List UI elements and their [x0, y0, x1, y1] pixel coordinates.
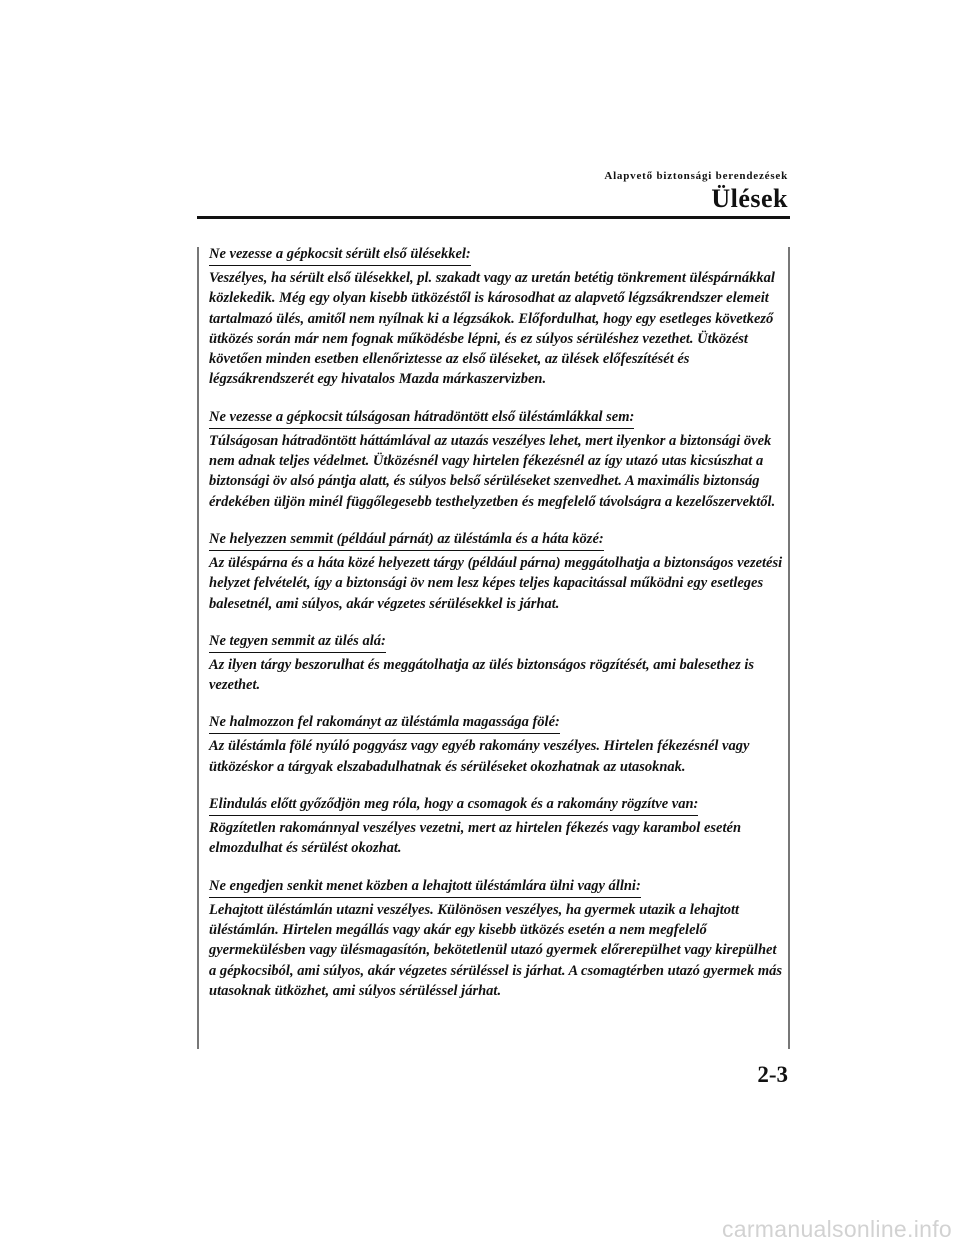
warning-section [209, 407, 784, 512]
section-subtitle: Alapvető biztonsági berendezések [604, 170, 788, 182]
warning-heading: Ne helyezzen semmit (például párnát) az üléstámla és a háta közé: [209, 529, 604, 551]
warning-heading: Ne vezesse a gépkocsit túlságosan hátradöntött első üléstámlákkal sem: [209, 407, 634, 429]
warning-section [209, 876, 784, 1001]
warning-text: Az ilyen tárgy beszorulhat és meggátolhatja az ülés biztonságos rögzítését, ami balesethez is vezethet. [209, 656, 755, 694]
warning-text: Rögzítetlen rakománnyal veszélyes vezetni, mert az hirtelen fékezés vagy karambol esetén elmozdulhat és sérülést okozhat. [209, 820, 742, 857]
warning-section [209, 712, 784, 777]
warning-text: Az üléstámla fölé nyúló poggyász vagy egyéb rakomány veszélyes. Hirtelen fékezésnél vagy ütközéskor a tárgyak elszabadulhatnak és sérüléseket okozhatnak az utasoknak. [209, 738, 750, 775]
warning-heading: Ne tegyen semmit az ülés alá: [209, 631, 386, 653]
warning-text: Veszélyes, ha sérült első ülésekkel, pl. szakadt vagy az uretán betétig tönkrement üléspárnákkal közlekedik. Még egy olyan kisebb ütközéstől is károsodhat az alapvető légzsákrendszer elemeit tartalmazó ülés, amitől nem nyílnak ki a légzsákok. Előfordulhat, hogy egy esetleges következő ütközés során már nem fognak működésbe lépni, és ez súlyos sérüléshez vezethet. Ütközést követően minden esetben ellenőriztesse az első üléseket, az ülések előfeszítését és légzsákrendszerét egy hivatalos Mazda márkaszervizben. [209, 270, 775, 388]
warning-section [209, 631, 784, 696]
page-title: Ülések [711, 184, 788, 213]
warning-left-bar [197, 247, 199, 1049]
warning-right-bar [788, 247, 790, 1049]
warning-text: Túlságosan hátradöntött háttámlával az utazás veszélyes lehet, mert ilyenkor a biztonsági övek nem adnak teljes védelmet. Ütközésnél vagy hirtelen fékezésnél az így utazó utas kicsúszhat a biztonsági öv alsó pántja alatt, és súlyos belső sérüléseket szenvedhet. A maximális biztonság érdekében üljön minél függőlegesebb testhelyzetben és megfelelő távolságra a kezelőszervektől. [209, 432, 776, 510]
warning-section [209, 244, 784, 390]
warning-content [209, 244, 784, 1018]
watermark: carmanualsonline.info [721, 1216, 952, 1242]
warning-section [209, 794, 784, 859]
warning-text: Lehajtott üléstámlán utazni veszélyes. Különösen veszélyes, ha gyermek utazik a lehajtott üléstámlán. Hirtelen megállás vagy akár egy kisebb ütközés esetén a nem megfelelő gyermekülésben vagy ülésmagasítón, bekötetlenül utazó gyermek előrerepülhet vagy kirepülhet a gépkocsiból, ami súlyos, akár végzetes sérüléssel is járhat. A csomagtérben utazó gyermek más utasoknak ütközhet, ami súlyos sérüléssel járhat. [209, 901, 783, 999]
warning-heading: Elindulás előtt győződjön meg róla, hogy a csomagok és a rakomány rögzítve van: [209, 794, 698, 816]
warning-heading: Ne engedjen senkit menet közben a lehajtott üléstámlára ülni vagy állni: [209, 876, 641, 898]
page-number: 2-3 [757, 1062, 788, 1087]
warning-text: Az üléspárna és a háta közé helyezett tárgy (például párna) meggátolhatja a biztonságos vezetési helyzet felvételét, így a biztonsági öv nem lesz képes teljes kapacitással működni egy esetleges balesetnél, ami súlyos, akár végzetes sérülésekkel is járhat. [209, 554, 783, 612]
header-rule [197, 216, 790, 219]
warning-heading: Ne vezesse a gépkocsit sérült első ülésekkel: [209, 244, 471, 266]
warning-heading: Ne halmozzon fel rakományt az üléstámla magassága fölé: [209, 712, 560, 734]
warning-section [209, 529, 784, 614]
